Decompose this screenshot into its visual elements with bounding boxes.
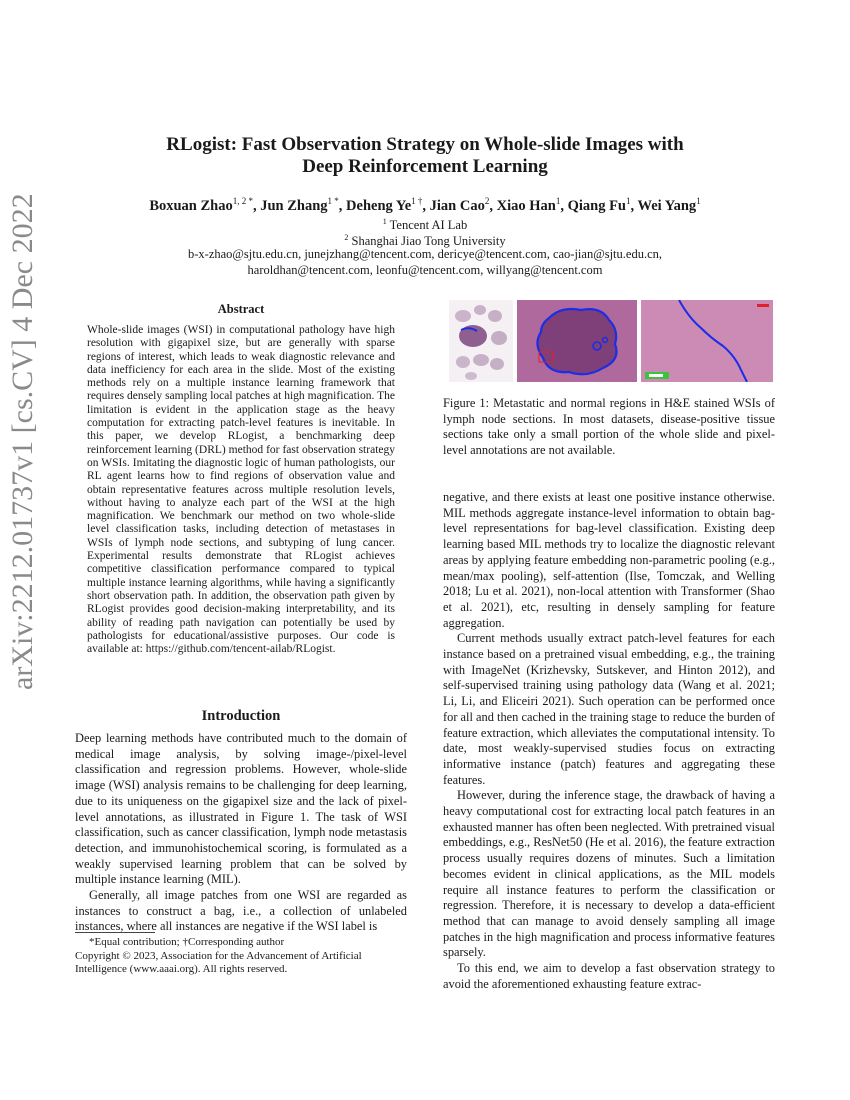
email-line: haroldhan@tencent.com, leonfu@tencent.com, willyang@tencent.com xyxy=(247,263,603,277)
scale-bar-red xyxy=(757,304,769,307)
paragraph: Current methods usually extract patch-level features for each instance based on a pretrained visual embedding, e.g., the training with ImageNet (Krizhevsky, Sutskever, and Hinton 2012), and self-supervised training using pathology data (Wang et al. 2021; Li, Li, and Eliceiri 2021). Such operation can be performed once for all and then cached in the training stage to reduce the burden of feature extraction, which alleviates the computational intensity. To date, most weakly-supervised studies focus on extracting informative instance (patch) features and aggregating these features. xyxy=(443,631,776,787)
author: Jian Cao$^2$ xyxy=(429,196,490,214)
footnote xyxy=(75,932,407,977)
author-list: Boxuan Zhao$^{1, 2 *}$, Jun Zhang$^{1 *}$, Deheng $Ye^{1 \dagger}$, Jian Cao$^2$, Xiao Han$^1$, Qiang Fu$^1$, Wei Yang$^1$ xyxy=(149,196,701,214)
title-line-1: RLogist: Fast Observation Strategy on Whole-slide Images with xyxy=(166,134,684,155)
author: Qiang Fu$^1$ xyxy=(567,196,631,214)
tissue-section xyxy=(491,331,507,345)
author: Deheng $Ye^{1 \dagger}$ xyxy=(346,196,423,214)
introduction-heading: Introduction xyxy=(201,708,281,724)
paper-title xyxy=(100,134,750,178)
author: Jun Zhang$^{1 *}$ xyxy=(260,196,339,214)
figure-1-image xyxy=(449,300,773,382)
introduction-section xyxy=(75,708,407,935)
affiliation: $^2$ Shanghai Jiao Tong University xyxy=(344,233,506,249)
copyright-notice: Copyright © 2023, Association for the Advancement of Artificial Intelligence (www.aaai.org). All rights reserved. xyxy=(75,949,362,975)
title-line-2: Deep Reinforcement Learning xyxy=(302,156,548,177)
tissue-section xyxy=(474,305,486,315)
paragraph: However, during the inference stage, the drawback of having a heavy computational cost for extracting local patch features in an exhausted manner has often been neglected. With pretrained visual embeddings, e.g., ResNet50 (He et al. 2016), the feature extraction process usually requires dozens of minutes. Such a limitation becomes evident in clinical applications, as the MIL models require all instance features to perform the classification or regression. Therefore, it is necessary to develop a data-efficient method that can manage to avoid densely sampling all image patches in the high magnification and process informative features sparsely. xyxy=(443,788,775,960)
paragraph: To this end, we aim to develop a fast observation strategy to avoid the aforementioned exhausting feature extrac- xyxy=(443,961,775,991)
email-line: b-x-zhao@sjtu.edu.cn, junejzhang@tencent.com, dericye@tencent.com, cao-jian@sjtu.edu.cn, xyxy=(188,247,662,261)
right-column-text xyxy=(443,490,775,993)
paragraph: Generally, all image patches from one WSI are regarded as instances to construct a bag, i.e., a collection of unlabeled instances, where all instances are negative if the WSI label is xyxy=(75,888,407,934)
affiliation: $^1$ Tencent AI Lab xyxy=(382,217,468,233)
tissue-section xyxy=(465,372,477,380)
paragraph: negative, and there exists at least one positive instance otherwise. MIL methods aggregate instance-level information to obtain bag-level representations for bag-level classification. Existing deep learning based MIL methods try to localize the diagnostic relevant areas by applying feature embedding non-parametric pooling (e.g., mean/max pooling), self-attention (Ilse, Tomczak, and Welling 2018; Lu et al. 2021), non-local attention with Transformer (Shao et al. 2021), etc, resulting in densely sampling for feature aggregation. xyxy=(443,490,775,630)
abstract-body: Whole-slide images (WSI) in computational pathology have high resolution with gigapixel size, but are generally with sparse regions of interest, which leads to weak diagnostic relevance and data inefficiency for each area in the slide. Most of the existing methods rely on a multiple instance learning framework that requires densely sampling local patches at high magnification. The limitation is evident in the application stage as the heavy computation for extracting patch-level features is inevitable. In this paper, we develop RLogist, a benchmarking deep reinforcement learning (DRL) method for fast observation strategy on WSIs. Imitating the diagnostic logic of human pathologists, our RL agent learns how to find regions of observation value and obtain representative features across multiple resolution levels, without having to analyze each part of the WSI at the high magnification. We benchmark our method on two whole-slide level classification tasks, including detection of metastases in WSIs of lymph node sections, and subtyping of lung cancer. Experimental results demonstrate that RLogist achieves competitive classification performance compared to typical multiple instance learning algorithms, while having a significantly short observation path. In addition, the observation path given by RLogist provides good decision-making interpretability, and its ability of reading path navigation can potentially be used by pathologists for educational/assistive purposes. Our code is available at: https://github.com/tencent-ailab/RLogist. xyxy=(87,324,395,656)
author: Boxuan Zhao$^{1, 2 *}$ xyxy=(149,196,253,214)
figure-1-caption: Figure 1: Metastatic and normal regions in H&E stained WSIs of lymph node sections. In most datasets, disease-positive tissue sections take only a small portion of the whole slide and pixel-level annotations are not available. xyxy=(443,396,775,458)
tissue-section xyxy=(456,356,470,368)
author: Xiao Han$^1$ xyxy=(496,196,561,214)
contribution-note: *Equal contribution; †Corresponding author xyxy=(89,936,285,948)
footnote-rule xyxy=(75,932,155,933)
tissue-section xyxy=(455,310,471,322)
tissue-section xyxy=(473,354,489,366)
tissue-section xyxy=(490,358,504,370)
arxiv-stamp: arXiv:2212.01737v1 [cs.CV] 4 Dec 2022 xyxy=(6,193,39,690)
figure-1 xyxy=(449,300,773,382)
tissue-section xyxy=(488,310,502,322)
author: Wei Yang$^1$ xyxy=(637,196,701,214)
paragraph: Deep learning methods have contributed much to the domain of medical image analysis, by solving image-/pixel-level classification and regression problems. However, whole-slide image (WSI) analysis remains to be challenging for deep learning, due to its uniqueness on the gigapixel size and the lack of pixel-level annotations, as illustrated in Figure 1. The task of WSI classification, such as cancer classification, lymph node metastasis detection, and immunohistochemical scoring, is formulated as a weakly supervised learning problem that can be solved by multiple instance learning (MIL). xyxy=(75,731,407,887)
abstract-heading: Abstract xyxy=(217,302,265,316)
abstract-section xyxy=(75,302,407,656)
annotation-contour xyxy=(537,309,616,374)
